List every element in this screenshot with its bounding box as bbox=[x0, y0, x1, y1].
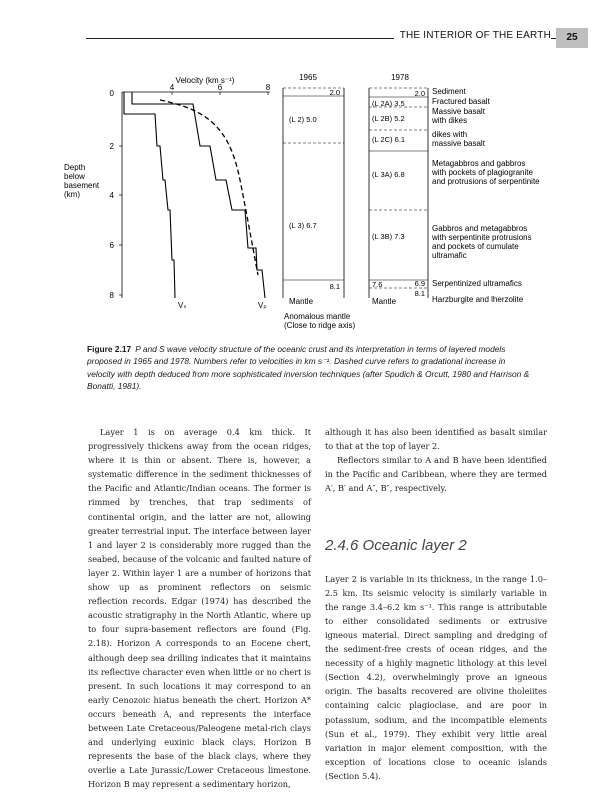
desc-fractured-basalt: Fractured basalt bbox=[432, 97, 490, 106]
depth-tick-2: 2 bbox=[109, 142, 114, 151]
model-1965-layer-2: (L 2) 5.0 bbox=[289, 115, 317, 124]
depth-label-line3: basement bbox=[64, 181, 100, 190]
caption-label: Figure 2.17 bbox=[87, 344, 132, 354]
model-1965-mantle-velocity: 8.1 bbox=[329, 282, 340, 291]
anomalous-mantle-line1: Anomalous mantle bbox=[284, 312, 351, 321]
model-1978-year: 1978 bbox=[391, 73, 409, 82]
figure-velocity-structure bbox=[60, 70, 540, 335]
model-1978-layer-2c: (L 2C) 6.1 bbox=[372, 135, 406, 144]
model-1965-layer-sediment: 2.0 bbox=[329, 88, 340, 97]
desc-massive-basalt-2: with dikes bbox=[432, 116, 468, 125]
left-column bbox=[88, 425, 311, 791]
depth-tick-0: 0 bbox=[109, 89, 114, 98]
paragraph-layer1: Layer 1 is on average 0.4 km thick. It progressively thickens away from the ocean ridges, where it is thin or absent. There is, however, a systematic difference in the sediment thicknesses of the Pacific and Atlantic/Indian oceans. The former is rimmed by trenches, that trap sediments of continental origin, and the latter are not, allowing greater terrestrial input. The interface between layer 1 and layer 2 is considerably more rugged than the seabed, because of the volcanic and faulted nature of layer 2. Within layer 1 are a number of horizons that show up as prominent reflectors on seismic reflection records. Edgar (1974) has described the acoustic stratigraphy in the North Atlantic, where up to four supra-basement reflectors are found (Fig. 2.18). Horizon A corresponds to an Eocene chert, although deep sea drilling indicates that it maintains its reflective character even when little or no chert is present. In such locations it may correspond to an early Cenozoic hiatus beneath the chert. Horizon A* occurs beneath A, and represents the interface between Late Cretaceous/Paleogene metal-rich clays and underlying euxinic black clays. Horizon B represents the base of the black clays, where they overlie a Late Jurassic/Lower Cretaceous limestone. Horizon B may represent a sedimentary horizon, bbox=[88, 427, 311, 790]
page-number: 25 bbox=[556, 28, 588, 48]
running-title: THE INTERIOR OF THE EARTH bbox=[394, 30, 551, 41]
desc-dikes-2: massive basalt bbox=[432, 139, 485, 148]
desc-gabbros-2: with serpentinite protrusions bbox=[432, 233, 532, 242]
section-heading: 2.4.6 Oceanic layer 2 bbox=[325, 537, 467, 555]
vp-label: Vₚ bbox=[258, 301, 267, 310]
vs-label: Vₛ bbox=[178, 301, 187, 310]
model-1978-layer-3a: (L 3A) 6.8 bbox=[372, 170, 405, 179]
model-1965-column bbox=[283, 88, 355, 330]
right-column bbox=[325, 425, 547, 783]
desc-gabbros-4: ultramafic bbox=[432, 251, 467, 260]
velocity-tick-8: 8 bbox=[265, 83, 271, 92]
model-1978-serpentinized-velocity-b: 6.9 bbox=[414, 279, 425, 288]
depth-label-line4: (km) bbox=[64, 190, 80, 199]
depth-axis-label bbox=[64, 163, 100, 199]
desc-dikes-1: dikes with bbox=[432, 130, 468, 139]
caption-text: P and S wave velocity structure of the oceanic crust and its interpretation in terms of layered models proposed in 1965 and 1978. Numbers refer to velocities in km s⁻¹. Dashed curve refers to gradational increase in velocity with depth deduced from more sophisticated inversion techniques (after Spudich & Orcutt, 1980 and Harrison & Bonatti, 1981). bbox=[87, 344, 530, 392]
velocity-tick-4: 4 bbox=[169, 83, 175, 92]
model-1978-layer-sediment: 2.0 bbox=[414, 89, 425, 98]
lithology-descriptions bbox=[431, 87, 540, 304]
running-header bbox=[0, 28, 615, 48]
velocity-tick-6: 6 bbox=[217, 83, 223, 92]
depth-tick-4: 4 bbox=[109, 191, 114, 200]
model-1978-serpentinized-velocity-a: 7.6 bbox=[372, 280, 383, 289]
depth-label-line2: below bbox=[64, 172, 85, 181]
model-1978-mantle: Mantle bbox=[372, 297, 397, 306]
vp-profile bbox=[132, 92, 265, 298]
desc-gabbros-3: and pockets of cumulate bbox=[432, 242, 519, 251]
paragraph-layer2: Layer 2 is variable in its thickness, in the range 1.0–2.5 km. Its seismic velocity is similarly variable in the range 3.4–6.2 km s⁻¹. This range is attributable to either consolidated sediments or extrusive igneous material. Direct sampling and dredging of the sediment-free crests of ocean ridges, and the necessity of a highly magnetic lithology at this level (Section 4.2), overwhelmingly prove an igneous origin. The basalts recovered are olivine tholeiites containing calcic plagioclase, and are poor in potassium, sodium, and the incompatible elements (Sun et al., 1979). They exhibit very little areal variation in major element composition, with the exception of locations close to oceanic islands (Section 5.4). bbox=[325, 573, 547, 781]
desc-gabbros-1: Gabbros and metagabbros bbox=[432, 224, 528, 233]
paragraph-reflectors: Reflectors similar to A and B have been identified in the Pacific and Caribbean, where they are termed A′, B′ and A″, B″, respectively. bbox=[325, 455, 547, 494]
depth-label-line1: Depth bbox=[64, 163, 86, 172]
vs-profile bbox=[124, 92, 175, 298]
model-1978-layer-2b: (L 2B) 5.2 bbox=[372, 114, 405, 123]
figure-caption bbox=[87, 343, 532, 393]
model-1978-column bbox=[369, 88, 428, 306]
depth-tick-8: 8 bbox=[109, 291, 114, 300]
desc-massive-basalt-1: Massive basalt bbox=[432, 107, 485, 116]
anomalous-mantle-line2: (Close to ridge axis) bbox=[284, 321, 356, 330]
model-1965-mantle: Mantle bbox=[289, 297, 314, 306]
model-1978-mantle-velocity: 8.1 bbox=[414, 289, 425, 298]
desc-harzburgite: Harzburgite and lherzolite bbox=[432, 295, 524, 304]
velocity-axis-label: Velocity (km s⁻¹) bbox=[175, 76, 235, 85]
model-1965-layer-3: (L 3) 6.7 bbox=[289, 221, 317, 230]
desc-metagabbros-3: and protrusions of serpentinite bbox=[432, 177, 540, 186]
paragraph-continuation: although it has also been identified as basalt similar to that at the top of layer 2. bbox=[325, 427, 547, 452]
desc-serpentinized: Serpentinized ultramafics bbox=[432, 279, 522, 288]
model-1978-layer-2a: (L 2A) 3.5 bbox=[372, 99, 405, 108]
desc-metagabbros-1: Metagabbros and gabbros bbox=[432, 159, 526, 168]
desc-metagabbros-2: with pockets of plagiogranite bbox=[432, 168, 533, 177]
vp-gradational-curve bbox=[160, 100, 258, 275]
desc-sediment: Sediment bbox=[432, 87, 466, 96]
depth-ticks bbox=[110, 89, 122, 300]
depth-tick-6: 6 bbox=[109, 241, 114, 250]
model-1965-year: 1965 bbox=[299, 73, 317, 82]
model-1978-layer-3b: (L 3B) 7.3 bbox=[372, 232, 405, 241]
